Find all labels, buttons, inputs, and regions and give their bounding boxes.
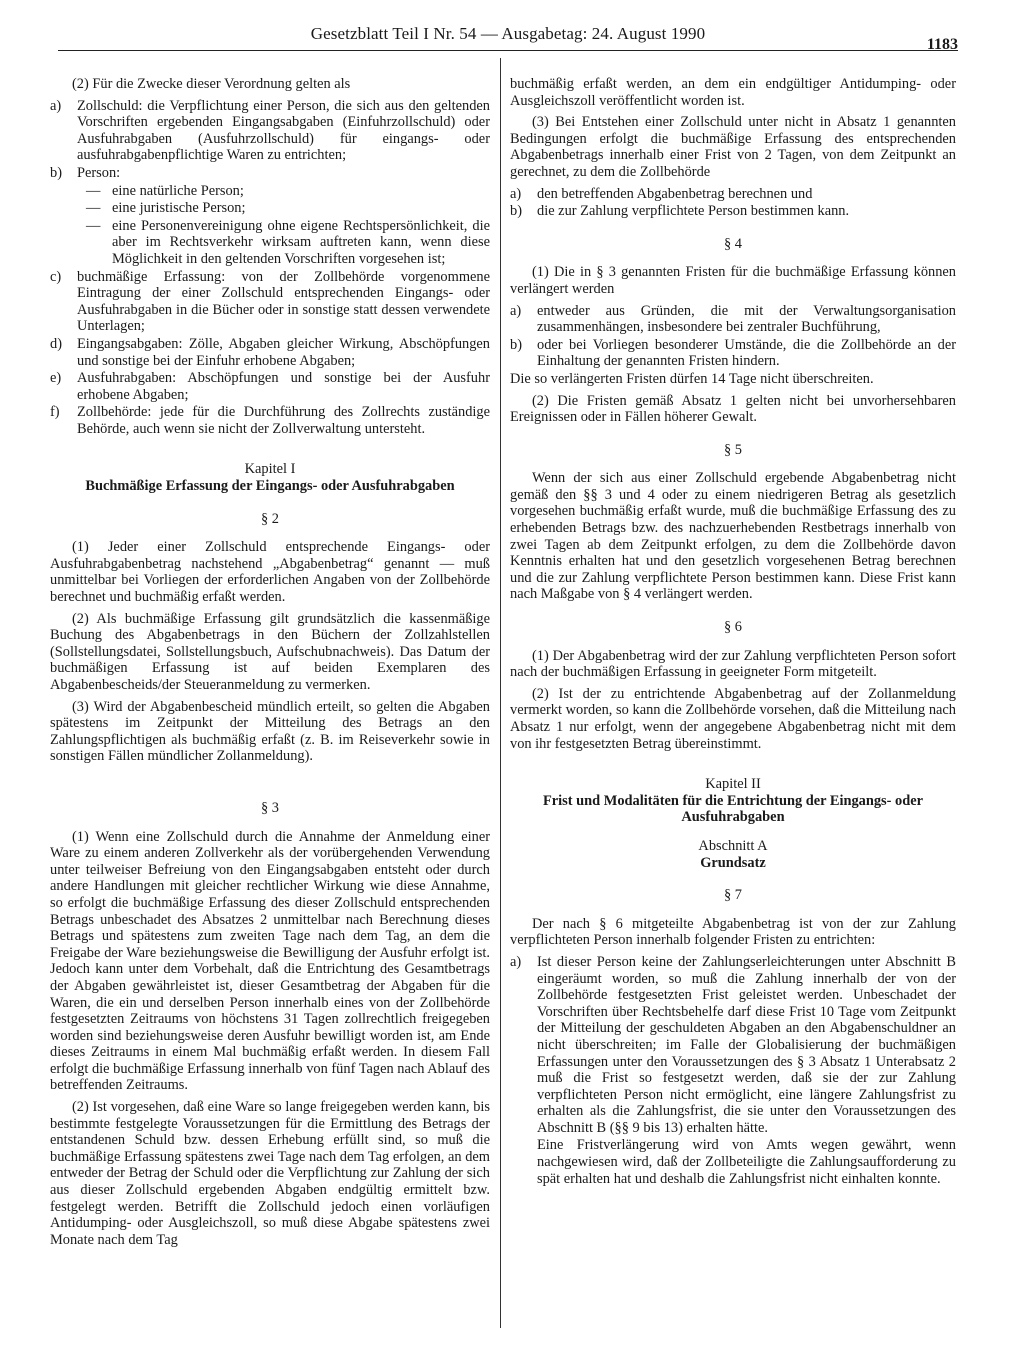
paragraph: Wenn der sich aus einer Zollschuld ergebende Abgabenbetrag nicht gemäß den §§ 3 und 4 oder zu einem niedrigeren Betrag als gesetzlich vorgesehen buchmäßig erfaßt wurde, muß die buchmäßige Erfassung des zu erhebenden Betrags bzw. des nachzuerhebenden Restbetrags innerhalb von zwei Tagen ab dem Zeitpunkt erfolgen, zu dem die Zollbehörde davon Kenntnis erhalten hat und den gesetzlich vorgesehenen Betrag berechnen und die zur Zahlung verpflichtete Person bestimmen kann. Diese Frist kann nach Maßgabe von § 4 verlängert werden. (510, 470, 956, 603)
paragraph: (1) Der Abgabenbetrag wird der zur Zahlung verpflichteten Person sofort nach der buchmäßigen Erfassung in geeigneter Form mitgeteilt. (510, 647, 956, 681)
dash-item: — eine natürliche Person; (86, 182, 244, 199)
section-heading: § 5 (724, 441, 742, 458)
paragraph: Die so verlängerten Fristen dürfen 14 Tage nicht überschreiten. (510, 370, 874, 387)
paragraph: buchmäßig erfaßt werden, an dem ein endgültiger Antidumping- oder Ausgleichszoll veröffentlicht worden ist. (510, 76, 956, 109)
chapter-label: Kapitel I (244, 461, 296, 478)
definition-b: b) Person: (50, 164, 121, 181)
subsection-title: Grundsatz (700, 854, 766, 871)
paragraph: (2) Als buchmäßige Erfassung gilt grundsätzlich die kassenmäßige Buchung des Abgabenbetrags in den Büchern der Zollzahlstellen (Sollstellungsdatei, Sollstellungsbuch, Aufschubnachweis). Das Datum der buchmäßigen Erfassung ist auf beiden Exemplaren des Abgabenbescheids/der Steueranmeldung zu vermerken. (50, 610, 490, 693)
paragraph: (1) Die in § 3 genannten Fristen für die buchmäßige Erfassung können verlängert werden (510, 264, 956, 297)
chapter-label: Kapitel II (705, 776, 761, 793)
paragraph: Der nach § 6 mitgeteilte Abgabenbetrag ist von der zur Zahlung verpflichteten Person innerhalb folgender Fristen zu entrichten: (510, 915, 956, 949)
paragraph: (3) Wird der Abgabenbescheid mündlich erteilt, so gelten die Abgaben spätestens im Zeitpunkt der Mitteilung des Betrags an den Zahlungspflichtigen als buchmäßig erfaßt (z. B. im Reiseverkehr sowie in sonstigen Fällen mündlicher Zollanmeldung). (50, 698, 490, 765)
definition-f: f) Zollbehörde: jede für die Durchführung des Zollrechts zuständige Behörde, auch wenn sie nicht der Zollverwaltung untersteht. (50, 404, 490, 437)
definition-d: d) Eingangsabgaben: Zölle, Abgaben gleicher Wirkung, Abschöpfungen und sonstige bei der Einfuhr erhobene Abgaben; (50, 335, 490, 369)
dash-item: — eine Personenvereinigung ohne eigene Rechtspersönlichkeit, die aber im Rechtsverkehr wirksam auftreten kann, wenn diese Möglichkeit in den geltenden Vorschriften vorgesehen ist; (86, 217, 490, 267)
paragraph: (1) Wenn eine Zollschuld durch die Annahme der Anmeldung einer Ware zu einem anderen Zollverkehr als der vorübergehenden Verwendung unter teilweiser Befreiung von den Eingangsabgaben entsteht oder durch andere Handlungen mit gleicher rechtlicher Wirkung wie diese Annahme, so erfolgt die buchmäßige Erfassung des dieser Zollschuld entsprechenden Betrags unbeschadet des Absatzes 2 unmittelbar nach Berechnung dieses Betrags und spätestens zum zweiten Tage nach dem Tag, an dem die Freigabe der Ware beziehungsweise die Bewilligung der Ausfuhr erfolgt ist. Jedoch kann unter dem Vorbehalt, daß die Entrichtung des Gesamtbetrags der Abgaben gewährleistet ist, dieser Gesamtbetrag der Abgaben für die Waren, die ein und derselben Person innerhalb eines von der Zollbehörde festgesetzten Zeitraums von höchstens 31 Tagen zollrechtlich freigegeben worden sind beziehungsweise deren Ausfuhr bewilligt worden ist, am Ende dieses Zeitraums in einem Mal buchmäßig erfaßt werden. In diesem Fall erfolgt die buchmäßige Erfassung innerhalb von fünf Tagen nach Ablauf des betreffenden Zeitraums. (50, 828, 490, 1094)
section-heading: § 6 (724, 619, 742, 636)
section-heading: § 3 (261, 799, 279, 816)
paragraph: (3) Bei Entstehen einer Zollschuld unter nicht in Absatz 1 genannten Bedingungen erfolgt die buchmäßige Erfassung des entsprechenden Abgabenbetrags innerhalb einer Frist von 2 Tagen, von dem Zeitpunkt an gerechnet, zu dem die Zollbehörde (510, 114, 956, 180)
paragraph: (2) Ist der zu entrichtende Abgabenbetrag auf der Zollanmeldung vermerkt worden, so kann die Zollbehörde vorsehen, daß die Mitteilung nach Absatz 1 nur erfolgt, wenn der angegebene Abgabenbetrag nicht mit dem von ihr festgesetzten Betrag übereinstimmt. (510, 685, 956, 752)
list-item: b) die zur Zahlung verpflichtete Person bestimmen kann. (510, 203, 850, 220)
subsection-label: Abschnitt A (698, 837, 768, 854)
definition-a: a) Zollschuld: die Verpflichtung einer Person, die sich aus den geltenden Vorschriften ergebenden Eingangsabgaben (Einfuhrzollschuld) oder Ausfuhrabgaben (Ausfuhrzollschuld) für eingangs- oder ausfuhrabgabenpflichtige Waren zu entrichten; (50, 97, 490, 164)
list-item: b) oder bei Vorliegen besonderer Umstände, die die Zollbehörde an der Einhaltung der genannten Fristen hindern. (510, 336, 956, 370)
paragraph: Eine Fristverlängerung wird von Amts wegen gewährt, wenn nachgewiesen wird, daß der Zollbeteiligte die Zahlungsaufforderung zu spät erhalten hat und deshalb die Zahlungsfrist nicht einhalten konnte. (537, 1137, 956, 1187)
list-item: a) den betreffenden Abgabenbetrag berechnen und (510, 185, 813, 202)
list-item: a) entweder aus Gründen, die mit der Verwaltungsorganisation zusammenhängen, insbesondere bei zentraler Buchführung, (510, 302, 956, 336)
left-column (50, 76, 490, 1253)
column-divider (500, 58, 501, 1328)
section-heading: § 2 (261, 510, 279, 527)
paragraph: (2) Ist vorgesehen, daß eine Ware so lange freigegeben werden kann, bis bestimmte festgelegte Voraussetzungen für die Ermittlung des Betrags der entstandenen Schuld bzw. dessen Erhebung erfüllt sind, so muß die buchmäßige Erfassung spätestens zwei Tage nach dem Tag erfolgen, an dem entweder der Betrag der Schuld oder die Verpflichtung zur Zahlung der sich aus dieser Zollschuld ergebenden Abgaben endgültig ermittelt bzw. festgelegt werden. Betrifft die Zollschuld jedoch einen vorläufigen Antidumping- oder Ausgleichszoll, so muß diese Abgabe spätestens zwei Monate nach dem Tag (50, 1099, 490, 1248)
header-title: Gesetzblatt Teil I Nr. 54 — Ausgabetag: 24. August 1990 (310, 24, 706, 43)
page-number: 1183 (926, 36, 958, 53)
paragraph: (1) Jeder einer Zollschuld entsprechende Eingangs- oder Ausfuhrabgabenbetrag nachstehend „Abgabenbetrag“ genannt — muß unmittelbar bei Vorliegen der erforderlichen Angaben von der Zollbehörde berechnet und buchmäßig erfaßt werden. (50, 539, 490, 606)
page-header (58, 20, 958, 51)
paragraph: (2) Für die Zwecke dieser Verordnung gelten als (72, 76, 351, 92)
section-heading: § 4 (724, 235, 742, 252)
chapter-title: Buchmäßige Erfassung der Eingangs- oder Ausfuhrabgaben (85, 478, 455, 495)
list-item: a) Ist dieser Person keine der Zahlungserleichterungen unter Abschnitt B eingeräumt worden, so muß die Zahlung innerhalb der von der Zollbehörde festgesetzten Frist geleistet werden. Unbeschadet der Vorschriften über Rechtsbehelfe darf diese Frist 10 Tage vom Zeitpunkt der Mitteilung der geschuldeten Abgaben an den Abgabenschuldner an nicht überschreiten; im Falle der Globalisierung der buchmäßigen Erfassungen unter den Voraussetzungen des § 3 Absatz 1 Unterabsatz 2 muß die Frist so festgesetzt werden, daß sie der zur Zahlung verpflichteten Person nicht ermöglicht, eine längere Zahlungsfrist zu erhalten als die Zahlungsfrist, die sie unter den Voraussetzungen des Abschnitt B (§§ 9 bis 13) erhalten hätte. (510, 953, 956, 1136)
definition-e: e) Ausfuhrabgaben: Abschöpfungen und sonstige bei der Ausfuhr erhobene Abgaben; (50, 370, 490, 403)
dash-item: — eine juristische Person; (86, 200, 246, 217)
paragraph: (2) Die Fristen gemäß Absatz 1 gelten nicht bei unvorhersehbaren Ereignissen oder in Fällen höherer Gewalt. (510, 392, 956, 426)
section-heading: § 7 (724, 887, 742, 904)
definition-c: c) buchmäßige Erfassung: von der Zollbehörde vorgenommene Eintragung der einer Zollschuld entsprechenden Eingangs- oder Ausfuhrabgaben in die Bücher oder in sonstige statt dessen verwendete Unterlagen; (50, 268, 490, 335)
chapter-title: Frist und Modalitäten für die Entrichtung der Eingangs- oder Ausfuhrabgaben (542, 792, 924, 826)
right-column (510, 76, 956, 1192)
